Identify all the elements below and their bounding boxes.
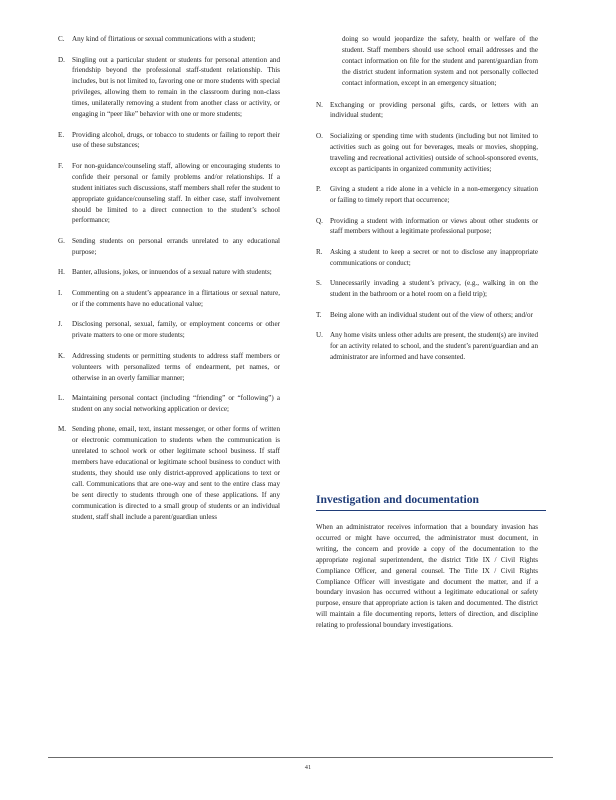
list-item-text: Exchanging or providing personal gifts, cards, or letters with an individual student; — [330, 100, 538, 120]
list-item-text: Singling out a particular student or students for personal attention and friendship beyond the professional staff-student relationship. This includes, but is not limited to, favoring one or more students with special privileges, allowing them to remain in the classroom during non-class times, unilaterally removing a student from another class or activity, or engaging in “peer like” behavior with one or more students; — [72, 55, 280, 119]
list-item — [316, 131, 538, 175]
list-item-letter: P. — [316, 185, 321, 194]
list-item-letter: F. — [58, 161, 64, 170]
list-item — [316, 216, 538, 238]
left-column — [58, 34, 280, 532]
list-item — [58, 424, 280, 522]
list-item-text: Banter, allusions, jokes, or innuendos of a sexual nature with students; — [72, 268, 272, 277]
list-item-text: Asking a student to keep a secret or not to disclose any inappropriate communications or conduct; — [330, 247, 538, 267]
page-number: 41 — [304, 764, 312, 771]
list-item-letter: D. — [58, 55, 65, 64]
list-item — [58, 236, 280, 258]
list-item-letter: L. — [58, 394, 65, 402]
list-item-text: Providing alcohol, drugs, or tobacco to students or failing to report their use of these substances; — [72, 130, 280, 150]
list-item-text: Giving a student a ride alone in a vehicle in a non-emergency situation or failing to timely report that occurrence; — [330, 185, 538, 205]
list-item-letter: O. — [316, 131, 323, 140]
list-item-letter: C. — [58, 35, 65, 43]
list-item-letter: S. — [316, 279, 322, 288]
list-item — [58, 34, 280, 45]
list-item-text: Maintaining personal contact (including “friending” or “following”) a student on any social networking application or device; — [72, 394, 280, 413]
list-item — [316, 310, 538, 321]
list-item-text: Any home visits unless other adults are present, the student(s) are invited for an activity related to school, and the student’s parent/guardian and an administrator are informed and have consented. — [330, 331, 538, 362]
list-item-letter: H. — [58, 268, 65, 277]
list-item-letter: Q. — [316, 216, 323, 225]
list-item — [316, 100, 538, 122]
list-item-letter: J. — [58, 320, 63, 329]
list-item-text: Disclosing personal, sexual, family, or employment concerns or other private matters to one or more students; — [72, 320, 280, 340]
list-item — [58, 351, 280, 384]
list-item-text: Sending phone, email, text, instant messenger, or other forms of written or electronic communication to students when the communication is unrelated to school work or other legitimate school business. If staff members have educational or legitimate school business to conduct with students, they should use only district-approved applications to text or call. Communications that are one-way and sent to the entire class may be sent directly to students through one of these applications. If any communication is directed to a small group of students or an individual student, staff shall include a parent/guardian unless — [72, 425, 280, 521]
list-item-letter: N. — [316, 100, 323, 109]
list-item-text: For non-guidance/counseling staff, allowing or encouraging students to confide their personal or family problems and/or relationships. If a student initiates such discussions, staff members shall refer the student to appropriate guidance/counseling staff. In either case, staff involvement should be limited to a direct connection to the student’s school performance; — [72, 161, 280, 225]
list-item-letter: T. — [316, 310, 322, 319]
footer-rule — [48, 757, 553, 758]
list-item-text: Socializing or spending time with students (including but not limited to activities such as going out for beverages, meals or movies, shopping, traveling and recreational activities) outside of school-sponsored events, except as participants in organized community activities; — [330, 131, 538, 173]
section-heading: Investigation and documentation — [316, 493, 546, 511]
list-item — [316, 278, 538, 300]
continued-item-m: doing so would jeopardize the safety, health or welfare of the student. Staff members should use school email addresses and the contact information on file for the student and parent/guardian from the district student information system and not personally collected contact information, except in an emergency situation; — [342, 35, 538, 87]
list-item-letter: I. — [58, 288, 63, 297]
list-item-letter: R. — [316, 247, 323, 256]
list-item-text: Providing a student with information or views about other students or staff members without a legitimate professional purpose; — [330, 216, 538, 236]
right-column — [316, 34, 538, 373]
list-item-letter: U. — [316, 331, 323, 340]
list-item — [316, 247, 538, 269]
list-item — [316, 184, 538, 206]
list-item-text: Being alone with an individual student out of the view of others; and/or — [330, 310, 533, 319]
section-paragraph: When an administrator receives information that a boundary invasion has occurred or might have occurred, the administrator must document, in writing, the concern and provide a copy of the documentation to the appropriate regional superintendent, the district Title IX / Civil Rights Compliance Officer, and general counsel. The Title IX / Civil Rights Compliance Officer will investigate and document the matter, and if a boundary invasion has occurred without a legitimate educational or safety purpose, ensure that appropriate action is taken and documented. The district will maintain a file documenting reports, letters of direction, and discipline relating to professional boundary investigations. — [316, 523, 538, 630]
list-item — [58, 267, 280, 278]
list-item-letter: E. — [58, 130, 65, 139]
list-item-text: Addressing students or permitting students to address staff members or volunteers with personalized terms of endearment, pet names, or otherwise in an overly familiar manner; — [72, 351, 280, 382]
list-item — [58, 393, 280, 415]
list-item-text: Sending students on personal errands unrelated to any educational purpose; — [72, 236, 280, 256]
list-item-text: Unnecessarily invading a student’s privacy, (e.g., walking in on the student in the bathroom or a hotel room on a field trip); — [330, 279, 538, 299]
list-item-text: Commenting on a student’s appearance in a flirtatious or sexual nature, or if the comments have no educational value; — [72, 288, 280, 308]
list-item-text: Any kind of flirtatious or sexual communications with a student; — [72, 35, 256, 43]
list-item — [58, 130, 280, 152]
list-item — [316, 330, 538, 363]
list-item-letter: G. — [58, 236, 65, 245]
list-item — [58, 319, 280, 341]
list-item — [58, 161, 280, 226]
list-item — [58, 288, 280, 310]
list-item — [58, 55, 280, 120]
list-item-letter: K. — [58, 351, 65, 360]
list-item-letter: M. — [58, 425, 67, 434]
